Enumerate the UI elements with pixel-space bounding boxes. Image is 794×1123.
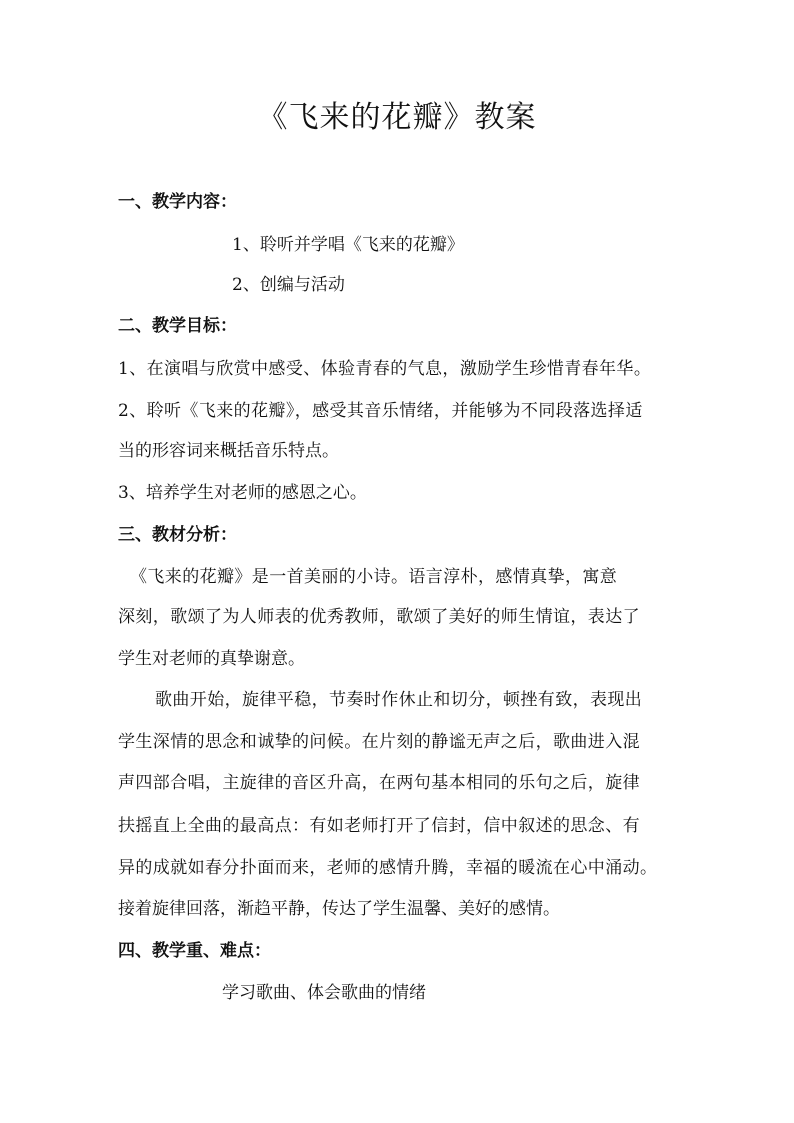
- section-3-line: 学生对老师的真挚谢意。: [118, 649, 305, 669]
- section-3-line: 扶摇直上全曲的最高点：有如老师打开了信封，信中叙述的思念、有: [118, 816, 640, 836]
- section-3-line: 《飞来的花瓣》是一首美丽的小诗。语言淳朴，感情真挚，寓意: [130, 567, 618, 587]
- document-title: 《飞来的花瓣》教案: [257, 100, 537, 135]
- section-1-heading: 一、教学内容：: [118, 192, 237, 212]
- section-1-item: 2、创编与活动: [232, 275, 345, 295]
- section-2-heading: 二、教学目标：: [118, 316, 237, 336]
- section-2-line: 3、培养学生对老师的感恩之心。: [118, 483, 367, 503]
- section-4-heading: 四、教学重、难点：: [118, 941, 271, 961]
- section-3-line: 深刻，歌颂了为人师表的优秀教师，歌颂了美好的师生情谊，表达了: [118, 607, 640, 627]
- section-2-line: 2、聆听《飞来的花瓣》，感受其音乐情绪，并能够为不同段落选择适: [118, 401, 643, 421]
- section-3-heading: 三、教材分析：: [118, 525, 237, 545]
- section-3-line: 歌曲开始，旋律平稳，节奏时作休止和切分，顿挫有致，表现出: [155, 690, 643, 710]
- section-3-line: 接着旋律回落，渐趋平静，传达了学生温馨、美好的感情。: [118, 899, 560, 919]
- section-2-line: 1、在演唱与欣赏中感受、体验青春的气息，激励学生珍惜青春年华。: [118, 359, 652, 379]
- section-3-line: 学生深情的思念和诚挚的问候。在片刻的静谧无声之后，歌曲进入混: [118, 732, 640, 752]
- section-3-line: 异的成就如春分扑面而来，老师的感情升腾，幸福的暖流在心中涌动。: [118, 858, 658, 878]
- section-2-line: 当的形容词来概括音乐特点。: [118, 441, 339, 461]
- section-4-line: 学习歌曲、体会歌曲的情绪: [222, 983, 426, 1003]
- section-3-line: 声四部合唱，主旋律的音区升高，在两句基本相同的乐句之后，旋律: [118, 773, 640, 793]
- section-1-item: 1、聆听并学唱《飞来的花瓣》: [232, 235, 464, 255]
